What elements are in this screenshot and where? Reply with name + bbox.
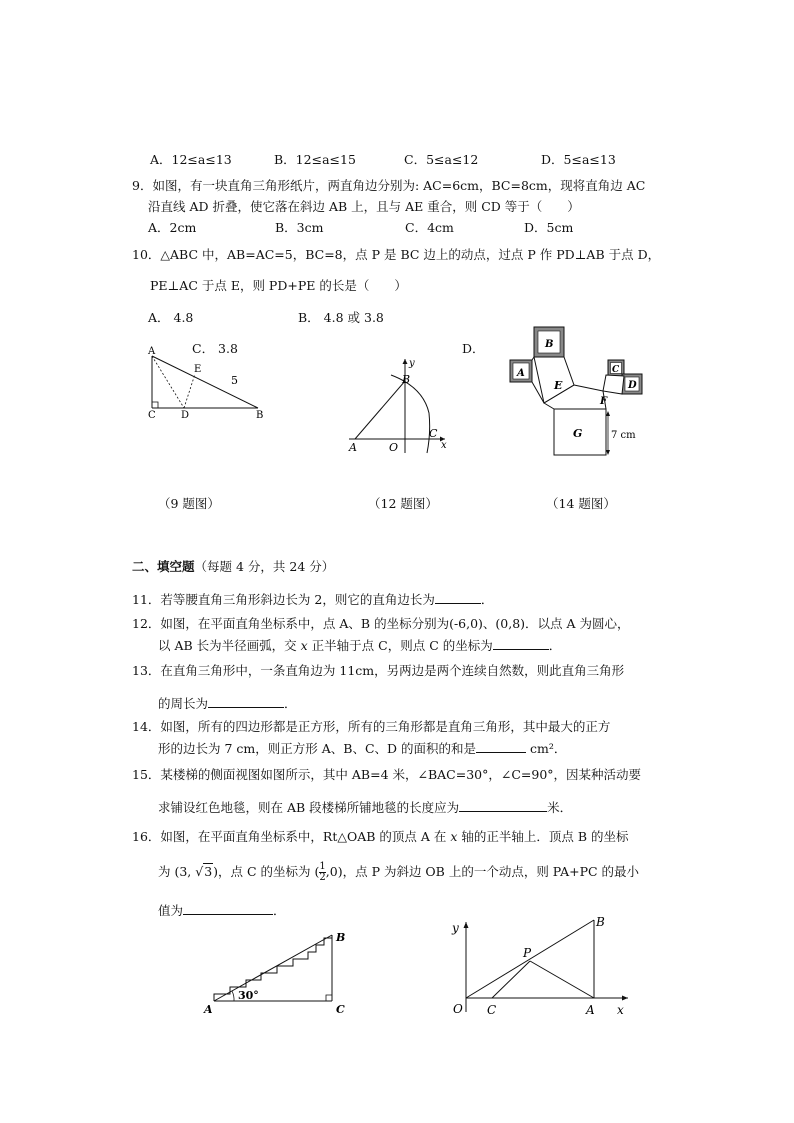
q16-line1a: 16．如图，在平面直角坐标系中，Rt△OAB 的顶点 A 在: [132, 829, 451, 844]
caption-fig14: （14 题图）: [546, 496, 616, 511]
q16-x: x: [450, 829, 458, 844]
figure-12: [345, 355, 455, 455]
q9-line1: 9．如图，有一块直角三角形纸片，两直角边分别为: AC=6cm，BC=8cm，现将直角边 AC: [132, 178, 646, 193]
fig9-length: 5: [231, 374, 238, 387]
fig16-label-y: y: [452, 921, 459, 935]
fig12-label-a: A: [349, 441, 357, 454]
figure-15: [200, 925, 355, 1020]
figure-14: [508, 325, 668, 460]
fig9-label-b: B: [256, 410, 264, 421]
fig9-label-c: C: [148, 410, 156, 421]
q16-line3-text: 值为: [158, 903, 184, 918]
fig16-label-b: B: [596, 915, 605, 929]
q13-end: ．: [284, 696, 297, 711]
q16-num: 1: [319, 861, 326, 872]
q12-line2: [158, 637, 561, 654]
q16-line1b: 轴的正半轴上．顶点 B 的坐标: [457, 829, 629, 844]
fig9-label-a: A: [148, 346, 156, 357]
fig12-label-y: y: [409, 358, 415, 369]
q16-line2a: 为 (3,: [158, 864, 196, 879]
fig16-label-c: C: [487, 1003, 497, 1017]
q14-line2: [158, 740, 566, 757]
fig15-label-b: B: [336, 931, 346, 944]
fig14-label-e: E: [554, 379, 563, 392]
q14-end: cm²．: [526, 741, 567, 756]
q12-line1: 12．如图，在平面直角坐标系中，点 A、B 的坐标分别为(-6,0)、(0,8)．以点 A 为圆心，: [132, 616, 630, 631]
fig12-label-x: x: [441, 440, 447, 451]
q8-option-c: C．5≤a≤12: [404, 152, 479, 167]
q16-line3: [158, 902, 286, 919]
fig14-label-b: B: [545, 339, 554, 350]
fig9-label-d: D: [181, 410, 190, 421]
q8-option-b: B．12≤a≤15: [274, 152, 356, 167]
q11: [132, 591, 493, 608]
q16-den: 2: [319, 872, 326, 883]
fig14-label-f: F: [600, 396, 608, 407]
fig14-label-g: G: [573, 427, 583, 440]
q12-line2a: 以 AB 长为半径画弧，交: [158, 638, 301, 653]
fig15-label-c: C: [336, 1003, 345, 1016]
q13-line2-text: 的周长为: [158, 696, 209, 711]
q15-answer-blank[interactable]: [459, 799, 547, 812]
q14-line2-text: 形的边长为 7 cm，则正方形 A、B、C、D 的面积的和是: [158, 741, 477, 756]
fig15-label-a: A: [204, 1003, 213, 1016]
q15-line1: 15．某楼梯的侧面视图如图所示，其中 AB=4 米，∠BAC=30°，∠C=90°，因某种活动要: [132, 767, 642, 782]
q11-text: 11．若等腰直角三角形斜边长为 2，则它的直角边长为: [132, 592, 435, 607]
q12-end: ．: [548, 638, 562, 653]
fig12-label-o: O: [389, 441, 399, 454]
q11-answer-blank[interactable]: [435, 591, 481, 604]
fig12-label-c: C: [429, 427, 438, 440]
q10-line1: 10．△ABC 中，AB=AC=5，BC=8，点 P 是 BC 边上的动点，过点 P 作 PD⊥AB 于点 D，: [132, 247, 661, 262]
q9-option-c: C．4cm: [405, 220, 454, 235]
q10-option-b: B． 4.8 或 3.8: [298, 310, 384, 325]
fig16-label-o: O: [453, 1002, 463, 1016]
q10-option-d: D．: [462, 341, 485, 356]
q9-option-b: B．3cm: [275, 220, 324, 235]
section-note: （每题 4 分，共 24 分）: [194, 559, 335, 574]
q13-line1: 13．在直角三角形中，一条直角边为 11cm，另两边是两个连续自然数，则此直角三角形: [132, 663, 625, 678]
fig14-label-a: A: [517, 368, 525, 379]
q9-option-a: A．2cm: [148, 220, 197, 235]
fig14-length: 7 cm: [611, 430, 636, 441]
q16-line2b: )，点 C 的坐标为 (: [213, 864, 320, 879]
q10-option-a: A． 4.8: [148, 310, 194, 325]
figure-9: [140, 340, 275, 425]
q16-sqrt: 3: [204, 864, 213, 879]
q8-option-a: A．12≤a≤13: [150, 152, 232, 167]
q15-end: 米．: [547, 800, 573, 815]
q12-x: x: [300, 638, 308, 653]
q9-option-d: D．5cm: [524, 220, 574, 235]
q14-answer-blank[interactable]: [476, 740, 526, 753]
fig14-label-d: D: [628, 380, 637, 391]
fig12-label-b: B: [402, 373, 411, 386]
q13-answer-blank[interactable]: [208, 695, 284, 708]
fig16-label-x: x: [617, 1003, 624, 1017]
q16-line2: 为 (3, √3)，点 C 的坐标为 ( $\frac{1}{2}$ ,0)，点 P 为斜边 OB 上的一个动点，则 PA+PC 的最小: [158, 861, 640, 883]
q15-line2-text: 求铺设红色地毯，则在 AB 段楼梯所铺地毯的长度应为: [158, 800, 460, 815]
q8-option-d: D．5≤a≤13: [541, 152, 616, 167]
figure-16: [440, 912, 640, 1022]
q12-line2b: 正半轴于点 C，则点 C 的坐标为: [307, 638, 493, 653]
q11-end: ．: [480, 592, 494, 607]
q16-answer-blank[interactable]: [183, 902, 273, 915]
q10-option-c: C． 3.8: [192, 341, 238, 356]
fig16-label-p: P: [523, 946, 532, 960]
q12-answer-blank[interactable]: [493, 637, 549, 650]
q15-line2: [158, 799, 572, 816]
fig15-angle: 30°: [238, 989, 259, 1002]
caption-fig12: （12 题图）: [368, 496, 438, 511]
q16-line1: [132, 829, 629, 845]
section-heading: [132, 559, 334, 575]
q13-line2: [158, 695, 297, 712]
q16-line2c: ,0)，点 P 为斜边 OB 上的一个动点，则 PA+PC 的最小: [325, 864, 640, 879]
fig9-label-e: E: [194, 364, 202, 375]
fig16-label-a: A: [586, 1003, 595, 1017]
q10-line2: PE⊥AC 于点 E，则 PD+PE 的长是（ ）: [150, 278, 407, 293]
q9-line2: 沿直线 AD 折叠，使它落在斜边 AB 上，且与 AE 重合，则 CD 等于（ ）: [148, 199, 580, 214]
q16-end: ．: [273, 903, 286, 918]
caption-fig9: （9 题图）: [158, 496, 220, 511]
section-title: 二、填空题: [132, 559, 195, 574]
fig14-label-c: C: [612, 365, 620, 375]
q14-line1: 14．如图，所有的四边形都是正方形，所有的三角形都是直角三角形，其中最大的正方: [132, 719, 611, 734]
